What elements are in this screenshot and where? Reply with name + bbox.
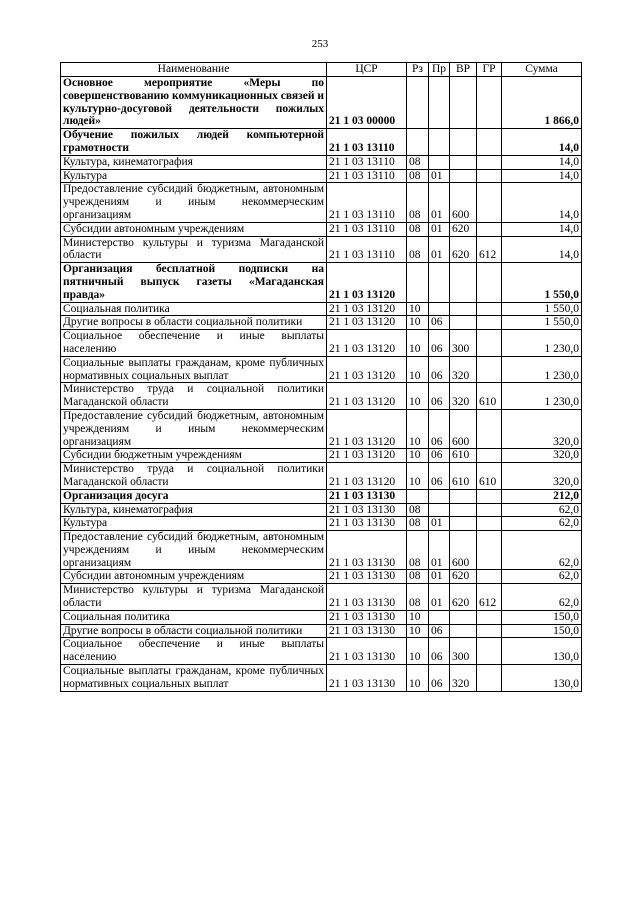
budget-table: [60, 62, 582, 692]
cell-name: Социальная политика: [61, 610, 327, 624]
cell-sum: 320,0: [502, 449, 582, 463]
table-row: [61, 77, 582, 129]
cell-csr: 21 1 03 13110: [327, 236, 407, 263]
cell-vr: 320: [450, 383, 477, 410]
cell-gr: 612: [477, 584, 502, 611]
cell-sum: 1 866,0: [502, 77, 582, 129]
cell-vr: 620: [450, 570, 477, 584]
cell-csr: 21 1 03 13130: [327, 610, 407, 624]
cell-gr: [477, 183, 502, 222]
cell-name: Министерство труда и социальной политики Магаданской области: [61, 383, 327, 410]
cell-name: Субсидии автономным учреждениям: [61, 570, 327, 584]
cell-sum: 62,0: [502, 531, 582, 570]
cell-sum: 62,0: [502, 570, 582, 584]
cell-rz: 10: [407, 638, 429, 665]
cell-rz: 08: [407, 236, 429, 263]
cell-name: Социальные выплаты гражданам, кроме публичных нормативных социальных выплат: [61, 356, 327, 383]
cell-csr: 21 1 03 13120: [327, 383, 407, 410]
cell-sum: 150,0: [502, 610, 582, 624]
table-row: [61, 503, 582, 517]
cell-pr: 01: [429, 517, 450, 531]
cell-vr: 610: [450, 449, 477, 463]
cell-csr: 21 1 03 13120: [327, 463, 407, 490]
cell-gr: [477, 316, 502, 330]
cell-pr: 01: [429, 584, 450, 611]
cell-csr: 21 1 03 13130: [327, 570, 407, 584]
header-sum: Сумма: [502, 63, 582, 77]
table-row: [61, 356, 582, 383]
cell-sum: 1 550,0: [502, 316, 582, 330]
cell-gr: [477, 155, 502, 169]
cell-sum: 1 230,0: [502, 330, 582, 357]
cell-vr: [450, 302, 477, 316]
cell-csr: 21 1 03 13130: [327, 584, 407, 611]
cell-name: Социальная политика: [61, 302, 327, 316]
table-row: [61, 665, 582, 692]
cell-pr: 01: [429, 531, 450, 570]
cell-csr: 21 1 03 13120: [327, 449, 407, 463]
cell-csr: 21 1 03 13110: [327, 129, 407, 156]
table-row: [61, 610, 582, 624]
cell-pr: [429, 263, 450, 302]
cell-vr: [450, 316, 477, 330]
cell-gr: [477, 624, 502, 638]
cell-sum: 212,0: [502, 489, 582, 503]
cell-sum: 1 230,0: [502, 356, 582, 383]
cell-sum: 62,0: [502, 584, 582, 611]
cell-rz: 08: [407, 517, 429, 531]
cell-vr: [450, 155, 477, 169]
table-row: [61, 531, 582, 570]
cell-name: Культура, кинематография: [61, 155, 327, 169]
cell-pr: 01: [429, 570, 450, 584]
cell-csr: 21 1 03 13120: [327, 356, 407, 383]
cell-sum: 14,0: [502, 222, 582, 236]
cell-pr: 06: [429, 638, 450, 665]
table-row: [61, 624, 582, 638]
cell-pr: [429, 302, 450, 316]
cell-sum: 1 550,0: [502, 263, 582, 302]
table-row: [61, 638, 582, 665]
cell-name: Социальное обеспечение и иные выплаты населению: [61, 638, 327, 665]
cell-gr: 610: [477, 463, 502, 490]
cell-name: Организация досуга: [61, 489, 327, 503]
cell-name: Министерство культуры и туризма Магаданской области: [61, 584, 327, 611]
cell-csr: 21 1 03 00000: [327, 77, 407, 129]
cell-rz: 08: [407, 570, 429, 584]
cell-sum: 320,0: [502, 463, 582, 490]
page-number: 253: [311, 38, 329, 50]
cell-sum: 1 230,0: [502, 383, 582, 410]
cell-gr: [477, 570, 502, 584]
table-row: [61, 263, 582, 302]
cell-name: Культура: [61, 517, 327, 531]
table-row: [61, 517, 582, 531]
cell-csr: 21 1 03 13120: [327, 330, 407, 357]
cell-name: Культура: [61, 169, 327, 183]
cell-csr: 21 1 03 13120: [327, 302, 407, 316]
cell-name: Организация бесплатной подписки на пятничный выпуск газеты «Магаданская правда»: [61, 263, 327, 302]
table-row: [61, 155, 582, 169]
cell-gr: 610: [477, 383, 502, 410]
cell-name: Обучение пожилых людей компьютерной грамотности: [61, 129, 327, 156]
cell-sum: 14,0: [502, 155, 582, 169]
header-vr: ВР: [450, 63, 477, 77]
cell-gr: [477, 222, 502, 236]
cell-rz: 10: [407, 624, 429, 638]
cell-gr: [477, 489, 502, 503]
table-row: [61, 409, 582, 448]
cell-pr: 06: [429, 330, 450, 357]
cell-vr: 300: [450, 638, 477, 665]
table-row: [61, 489, 582, 503]
cell-vr: [450, 610, 477, 624]
header-pr: Пр: [429, 63, 450, 77]
cell-pr: [429, 129, 450, 156]
table-row: [61, 383, 582, 410]
cell-pr: 06: [429, 463, 450, 490]
cell-name: Социальные выплаты гражданам, кроме публичных нормативных социальных выплат: [61, 665, 327, 692]
cell-name: Другие вопросы в области социальной политики: [61, 624, 327, 638]
cell-vr: 620: [450, 236, 477, 263]
cell-sum: 1 550,0: [502, 302, 582, 316]
cell-rz: 08: [407, 183, 429, 222]
cell-vr: [450, 169, 477, 183]
cell-sum: 14,0: [502, 236, 582, 263]
cell-rz: 10: [407, 316, 429, 330]
table-row: [61, 584, 582, 611]
cell-pr: 06: [429, 316, 450, 330]
cell-gr: [477, 356, 502, 383]
cell-csr: 21 1 03 13110: [327, 183, 407, 222]
cell-csr: 21 1 03 13120: [327, 263, 407, 302]
cell-rz: 10: [407, 356, 429, 383]
cell-sum: 62,0: [502, 517, 582, 531]
header-csr: ЦСР: [327, 63, 407, 77]
cell-rz: 08: [407, 531, 429, 570]
table-row: [61, 316, 582, 330]
cell-rz: 08: [407, 155, 429, 169]
cell-sum: 14,0: [502, 183, 582, 222]
cell-name: Социальное обеспечение и иные выплаты населению: [61, 330, 327, 357]
cell-name: Министерство культуры и туризма Магаданской области: [61, 236, 327, 263]
cell-csr: 21 1 03 13110: [327, 222, 407, 236]
cell-sum: 320,0: [502, 409, 582, 448]
table-row: [61, 330, 582, 357]
cell-sum: 150,0: [502, 624, 582, 638]
cell-csr: 21 1 03 13130: [327, 531, 407, 570]
cell-gr: [477, 517, 502, 531]
cell-pr: 01: [429, 222, 450, 236]
cell-vr: 320: [450, 665, 477, 692]
cell-name: Министерство труда и социальной политики Магаданской области: [61, 463, 327, 490]
cell-gr: [477, 302, 502, 316]
cell-csr: 21 1 03 13110: [327, 155, 407, 169]
table-header-row: [61, 63, 582, 77]
table-row: [61, 236, 582, 263]
cell-csr: 21 1 03 13130: [327, 503, 407, 517]
cell-gr: [477, 503, 502, 517]
cell-pr: [429, 503, 450, 517]
cell-pr: 01: [429, 169, 450, 183]
cell-name: Предоставление субсидий бюджетным, автономным учреждениям и иным некоммерческим организациям: [61, 531, 327, 570]
cell-csr: 21 1 03 13130: [327, 517, 407, 531]
cell-rz: [407, 77, 429, 129]
cell-gr: [477, 531, 502, 570]
cell-gr: [477, 638, 502, 665]
cell-gr: [477, 330, 502, 357]
cell-vr: [450, 624, 477, 638]
table-row: [61, 129, 582, 156]
cell-name: Основное мероприятие «Меры по совершенствованию коммуникационных связей и культурно-досуговой деятельности пожилых людей»: [61, 77, 327, 129]
cell-name: Предоставление субсидий бюджетным, автономным учреждениям и иным некоммерческим организациям: [61, 183, 327, 222]
cell-pr: 06: [429, 356, 450, 383]
cell-gr: [477, 610, 502, 624]
cell-rz: 10: [407, 330, 429, 357]
cell-pr: 06: [429, 449, 450, 463]
cell-sum: 14,0: [502, 129, 582, 156]
cell-pr: 06: [429, 409, 450, 448]
header-rz: Рз: [407, 63, 429, 77]
cell-pr: [429, 610, 450, 624]
cell-csr: 21 1 03 13130: [327, 665, 407, 692]
cell-pr: 01: [429, 183, 450, 222]
cell-gr: [477, 169, 502, 183]
cell-rz: 08: [407, 584, 429, 611]
cell-gr: [477, 77, 502, 129]
cell-pr: 06: [429, 383, 450, 410]
cell-csr: 21 1 03 13120: [327, 409, 407, 448]
cell-sum: 130,0: [502, 638, 582, 665]
cell-vr: 620: [450, 584, 477, 611]
table-row: [61, 449, 582, 463]
cell-vr: [450, 503, 477, 517]
header-name: Наименование: [61, 63, 327, 77]
table-row: [61, 570, 582, 584]
cell-pr: 06: [429, 665, 450, 692]
cell-csr: 21 1 03 13120: [327, 316, 407, 330]
cell-name: Предоставление субсидий бюджетным, автономным учреждениям и иным некоммерческим организациям: [61, 409, 327, 448]
cell-rz: 08: [407, 169, 429, 183]
cell-gr: [477, 409, 502, 448]
cell-rz: 10: [407, 409, 429, 448]
cell-rz: 10: [407, 302, 429, 316]
cell-pr: 06: [429, 624, 450, 638]
cell-vr: [450, 129, 477, 156]
header-gr: ГР: [477, 63, 502, 77]
cell-rz: [407, 489, 429, 503]
cell-vr: 620: [450, 222, 477, 236]
cell-rz: 10: [407, 463, 429, 490]
cell-gr: [477, 129, 502, 156]
cell-pr: [429, 155, 450, 169]
cell-csr: 21 1 03 13130: [327, 624, 407, 638]
cell-sum: 62,0: [502, 503, 582, 517]
cell-rz: 10: [407, 449, 429, 463]
cell-vr: 600: [450, 531, 477, 570]
cell-sum: 130,0: [502, 665, 582, 692]
cell-gr: 612: [477, 236, 502, 263]
cell-rz: 08: [407, 222, 429, 236]
cell-name: Субсидии автономным учреждениям: [61, 222, 327, 236]
cell-name: Субсидии бюджетным учреждениям: [61, 449, 327, 463]
cell-pr: [429, 77, 450, 129]
cell-name: Другие вопросы в области социальной политики: [61, 316, 327, 330]
cell-gr: [477, 263, 502, 302]
cell-rz: 10: [407, 665, 429, 692]
cell-vr: 600: [450, 409, 477, 448]
cell-pr: [429, 489, 450, 503]
cell-sum: 14,0: [502, 169, 582, 183]
cell-rz: [407, 263, 429, 302]
cell-vr: [450, 517, 477, 531]
cell-rz: [407, 129, 429, 156]
table-row: [61, 169, 582, 183]
cell-vr: [450, 489, 477, 503]
cell-gr: [477, 449, 502, 463]
cell-rz: 08: [407, 503, 429, 517]
cell-csr: 21 1 03 13130: [327, 638, 407, 665]
cell-name: Культура, кинематография: [61, 503, 327, 517]
cell-gr: [477, 665, 502, 692]
cell-rz: 10: [407, 610, 429, 624]
cell-csr: 21 1 03 13130: [327, 489, 407, 503]
cell-vr: 320: [450, 356, 477, 383]
cell-vr: 610: [450, 463, 477, 490]
table-row: [61, 463, 582, 490]
table-row: [61, 183, 582, 222]
cell-vr: 300: [450, 330, 477, 357]
table-row: [61, 302, 582, 316]
cell-vr: [450, 77, 477, 129]
cell-vr: [450, 263, 477, 302]
cell-vr: 600: [450, 183, 477, 222]
cell-rz: 10: [407, 383, 429, 410]
table-row: [61, 222, 582, 236]
cell-pr: 01: [429, 236, 450, 263]
cell-csr: 21 1 03 13110: [327, 169, 407, 183]
